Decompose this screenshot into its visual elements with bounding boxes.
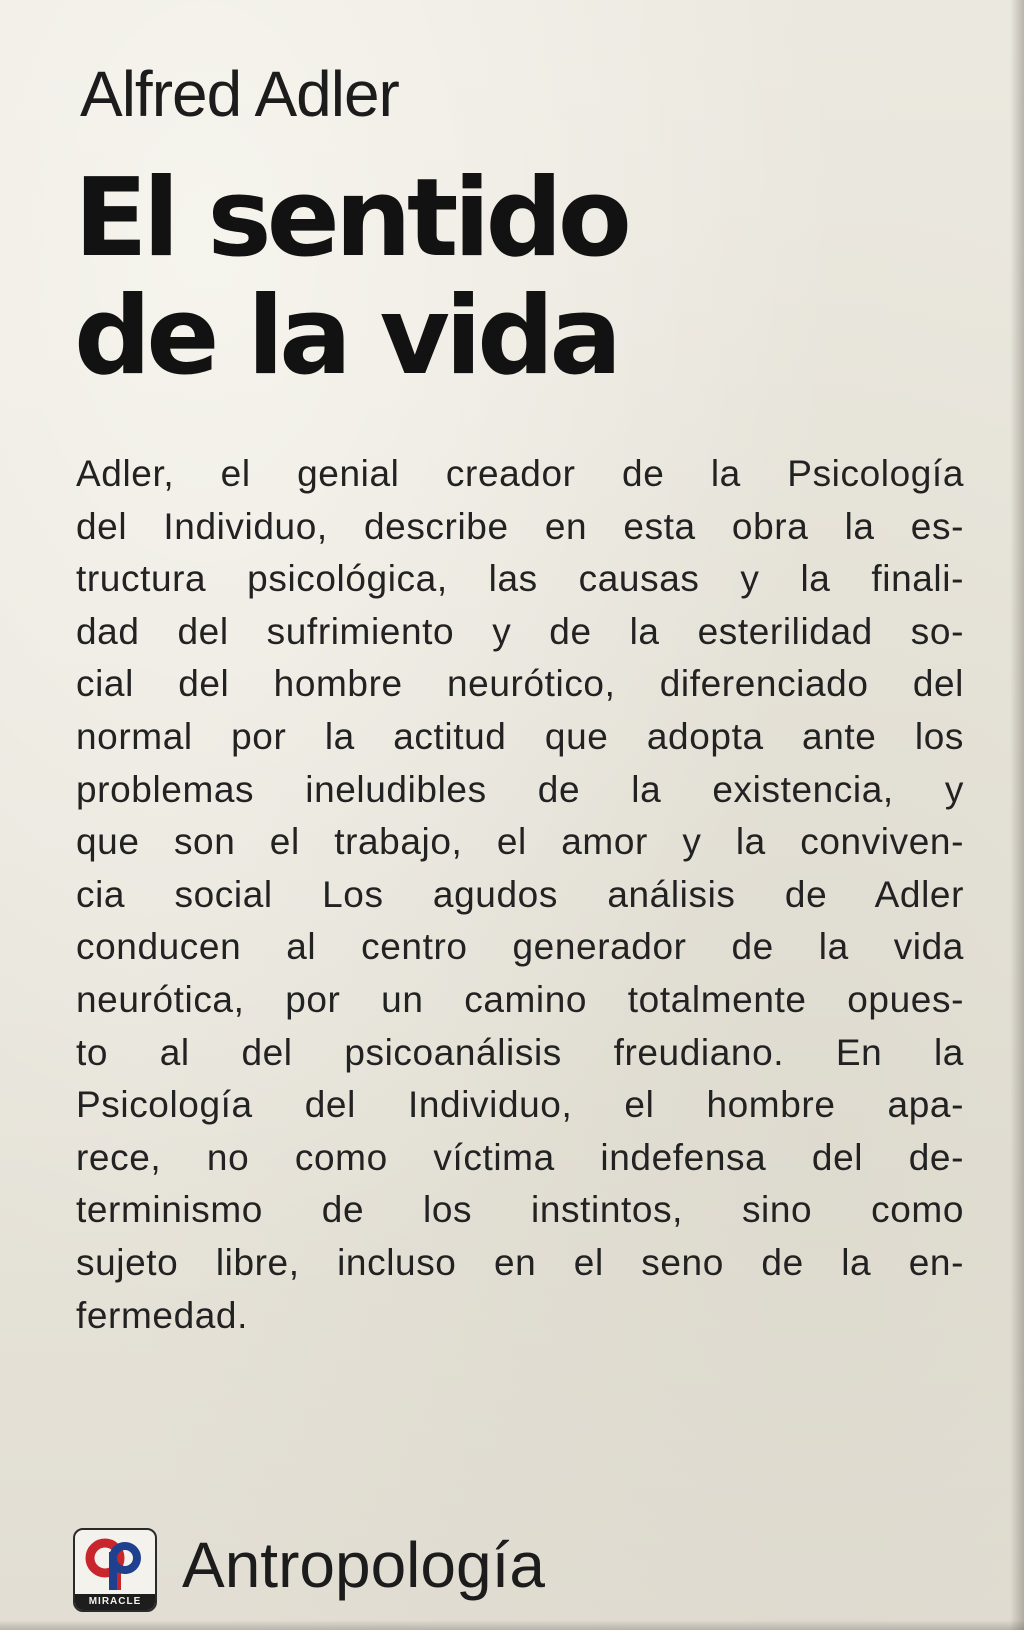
description-line: del Individuo, describe en esta obra la es-	[76, 505, 964, 547]
description-line: conducen al centro generador de la vida	[76, 926, 964, 968]
cover-bottom-shadow	[0, 1620, 1024, 1630]
description-line: neurótica, por un camino totalmente opues-	[76, 978, 964, 1020]
description-line: cia social Los agudos análisis de Adler	[76, 873, 964, 915]
publisher-logo-label: MIRACLE	[75, 1594, 155, 1610]
description-line: problemas ineludibles de la existencia, y	[76, 768, 964, 810]
book-title	[74, 156, 627, 399]
book-description	[76, 448, 964, 1342]
publisher-logo	[73, 1528, 157, 1612]
description-line: cial del hombre neurótico, diferenciado del	[76, 663, 964, 705]
description-line: que son el trabajo, el amor y la conviven-	[76, 821, 964, 863]
series-name: Antropología	[182, 1529, 545, 1601]
description-line: Psicología del Individuo, el hombre apa-	[76, 1084, 964, 1126]
description-line: dad del sufrimiento y de la esterilidad so-	[76, 610, 964, 652]
description-line: tructura psicológica, las causas y la finali-	[76, 558, 964, 600]
description-line: sujeto libre, incluso en el seno de la en-	[76, 1241, 964, 1283]
author-name: Alfred Adler	[80, 58, 399, 130]
book-title-line-2: de la vida	[74, 274, 618, 399]
description-line: normal por la actitud que adopta ante los	[76, 715, 964, 757]
description-line: rece, no como víctima indefensa del de-	[76, 1136, 964, 1178]
description-line: to al del psicoanálisis freudiano. En la	[76, 1031, 964, 1073]
description-line: terminismo de los instintos, sino como	[76, 1189, 964, 1231]
description-line: Adler, el genial creador de la Psicología	[76, 453, 964, 494]
publisher-logo-icon	[81, 1534, 149, 1594]
description-line: fermedad.	[76, 1294, 248, 1336]
cover-edge-shadow	[1010, 0, 1024, 1630]
book-title-line-1: El sentido	[74, 156, 627, 281]
